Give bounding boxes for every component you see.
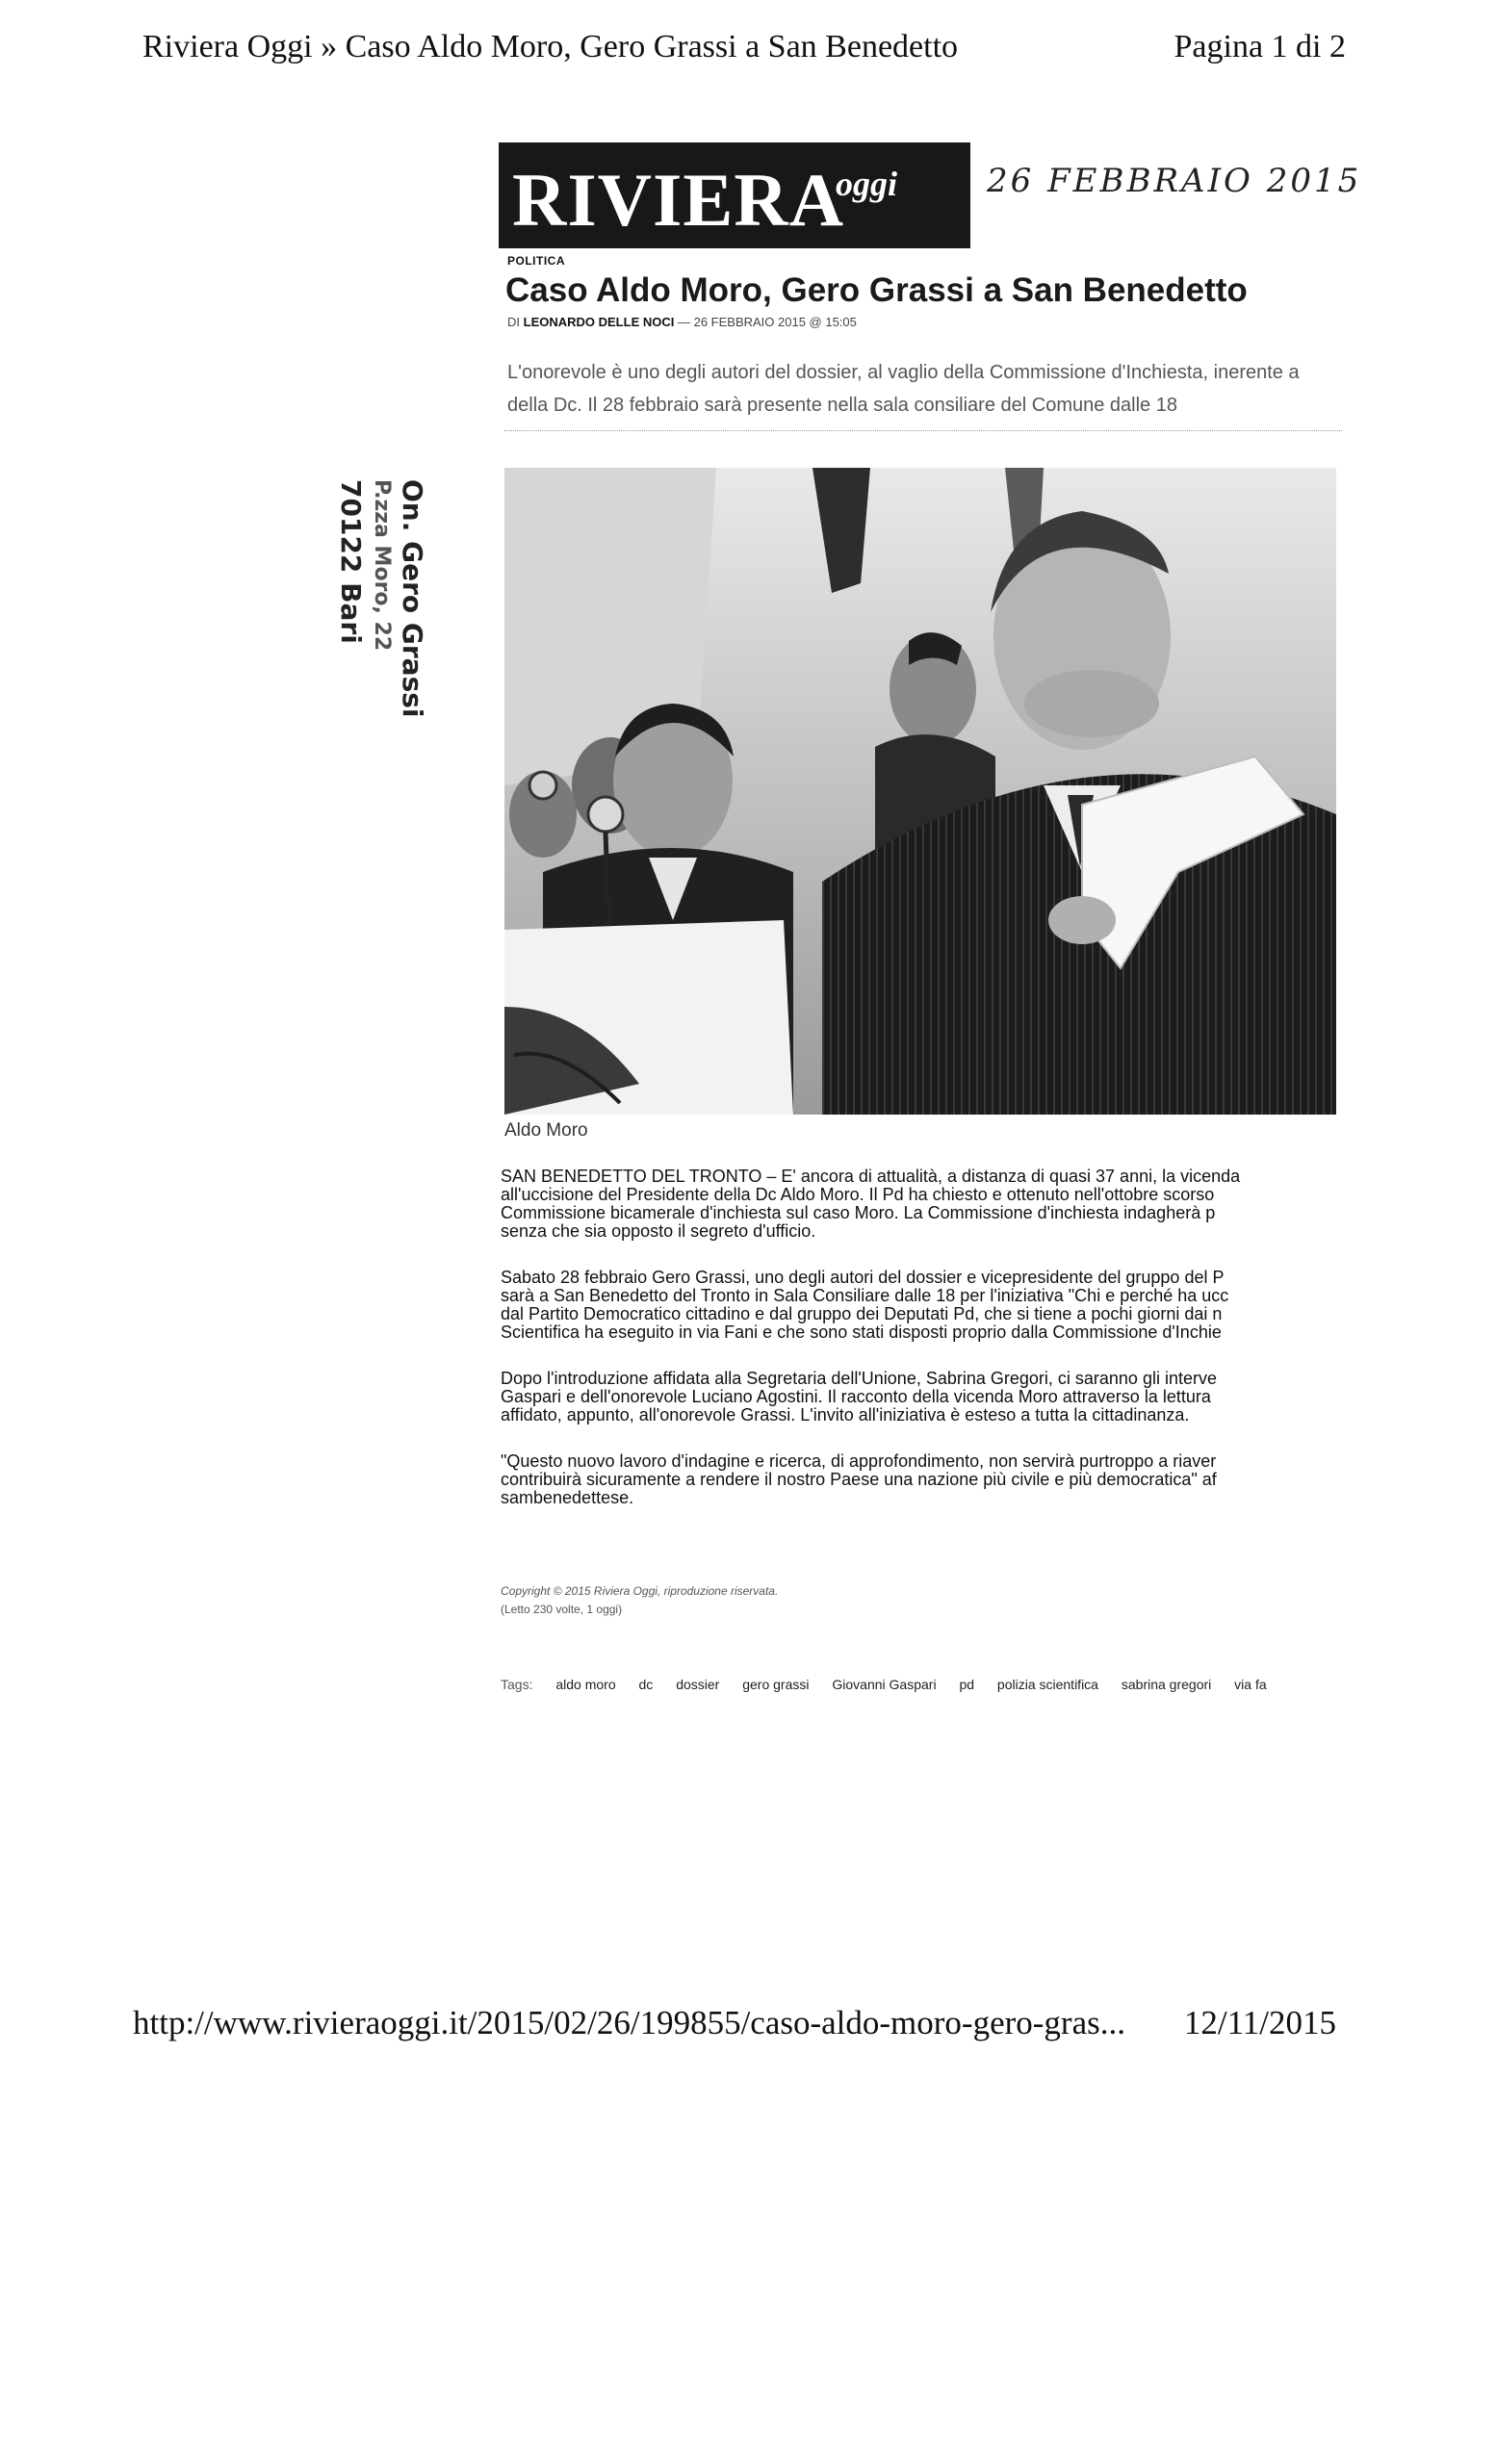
body-line: contribuirà sicuramente a rendere il nostro Paese una nazione più civile e più democratica" af <box>501 1471 1217 1489</box>
tag-link[interactable]: aldo moro <box>555 1677 616 1692</box>
handwritten-date: 26 FEBBRAIO 2015 <box>987 162 1362 200</box>
article-byline <box>507 315 857 329</box>
print-footer-url: http://www.rivieraoggi.it/2015/02/26/199855/caso-aldo-moro-gero-gras... <box>133 2004 1125 2041</box>
body-line: affidato, appunto, all'onorevole Grassi. L'invito all'iniziativa è esteso a tutta la cittadinanza. <box>501 1406 1190 1424</box>
body-line: senza che sia opposto il segreto d'ufficio. <box>501 1221 816 1241</box>
copyright-block <box>501 1582 778 1619</box>
paragraph-1 <box>501 1168 1336 1241</box>
byline-prefix: DI <box>507 315 524 329</box>
lead-line: L'onorevole è uno degli autori del dossier, al vaglio della Commissione d'Inchiesta, inerente a <box>507 362 1300 383</box>
tag-link[interactable]: dc <box>638 1677 654 1692</box>
article-body <box>501 1168 1336 1535</box>
article-headline: Caso Aldo Moro, Gero Grassi a San Benedetto <box>505 271 1248 309</box>
photo-caption: Aldo Moro <box>504 1120 588 1141</box>
stamp-name: On. Gero Grassi <box>397 479 428 718</box>
tags-bar <box>501 1677 1336 1692</box>
logo-sub-text: oggi <box>836 165 898 203</box>
body-line: sarà a San Benedetto del Tronto in Sala Consiliare dalle 18 per l'iniziativa "Chi e perché ha ucc <box>501 1287 1229 1305</box>
body-line: Commissione bicamerale d'inchiesta sul caso Moro. La Commissione d'inchiesta indagherà p <box>501 1204 1216 1222</box>
tag-link[interactable]: pd <box>959 1677 975 1692</box>
body-line: Scientifica ha eseguito in via Fani e che sono stati disposti proprio dalla Commissione d'Inchie <box>501 1323 1222 1342</box>
body-line: Sabato 28 febbraio Gero Grassi, uno degli autori del dossier e vicepresidente del gruppo del P <box>501 1269 1225 1287</box>
body-line: Gaspari e dell'onorevole Luciano Agostini. Il racconto della vicenda Moro attraverso la lettura <box>501 1388 1211 1406</box>
print-footer-date: 12/11/2015 <box>1183 2004 1336 2041</box>
tag-link[interactable]: gero grassi <box>742 1677 810 1692</box>
byline-date: — 26 FEBBRAIO 2015 @ 15:05 <box>674 315 857 329</box>
photo-illustration <box>504 468 1336 1115</box>
body-line: sambenedettese. <box>501 1488 634 1507</box>
tags-label: Tags: <box>501 1677 533 1692</box>
body-line: dal Partito Democratico cittadino e dal gruppo dei Deputati Pd, che si tiene a pochi giorni dai n <box>501 1305 1223 1323</box>
tag-link[interactable]: via fa <box>1234 1677 1267 1692</box>
paragraph-2 <box>501 1269 1336 1342</box>
divider <box>504 430 1342 431</box>
print-footer <box>133 2004 1336 2052</box>
print-header <box>142 29 1346 77</box>
tag-link[interactable]: sabrina gregori <box>1121 1677 1212 1692</box>
stamp-city: 70122 Bari <box>335 479 367 644</box>
article-section: POLITICA <box>507 254 565 268</box>
tag-link[interactable]: polizia scientifica <box>996 1677 1098 1692</box>
print-header-title: Riviera Oggi » Caso Aldo Moro, Gero Grassi a San Benedetto <box>142 29 959 64</box>
article-photo <box>504 468 1336 1115</box>
paragraph-3 <box>501 1370 1336 1424</box>
tag-link[interactable]: Giovanni Gaspari <box>832 1677 937 1692</box>
lead-line: della Dc. Il 28 febbraio sarà presente nella sala consiliare del Comune dalle 18 <box>507 395 1177 416</box>
copyright-notice: Copyright © 2015 Riviera Oggi, riproduzione riservata. <box>501 1584 779 1598</box>
read-count: (Letto 230 volte, 1 oggi) <box>501 1603 623 1616</box>
print-header-page-number: Pagina 1 di 2 <box>1174 29 1346 64</box>
body-line: all'uccisione del Presidente della Dc Aldo Moro. Il Pd ha chiesto e ottenuto nell'ottobre scorso <box>501 1186 1215 1204</box>
riviera-oggi-logo <box>499 142 970 248</box>
stamp-address: P.zza Moro, 22 <box>370 479 394 652</box>
body-line: SAN BENEDETTO DEL TRONTO – E' ancora di attualità, a distanza di quasi 37 anni, la vicenda <box>501 1168 1241 1186</box>
paragraph-4 <box>501 1452 1336 1507</box>
byline-author: LEONARDO DELLE NOCI <box>523 315 675 329</box>
tag-link[interactable]: dossier <box>676 1677 720 1692</box>
article-lead <box>507 356 1351 422</box>
logo-main-text: RIVIERA <box>512 158 845 242</box>
rubber-stamp <box>313 479 428 739</box>
body-line: Dopo l'introduzione affidata alla Segretaria dell'Unione, Sabrina Gregori, ci saranno gli interve <box>501 1370 1217 1388</box>
body-line: "Questo nuovo lavoro d'indagine e ricerca, di approfondimento, non servirà purtroppo a riaver <box>501 1452 1217 1471</box>
